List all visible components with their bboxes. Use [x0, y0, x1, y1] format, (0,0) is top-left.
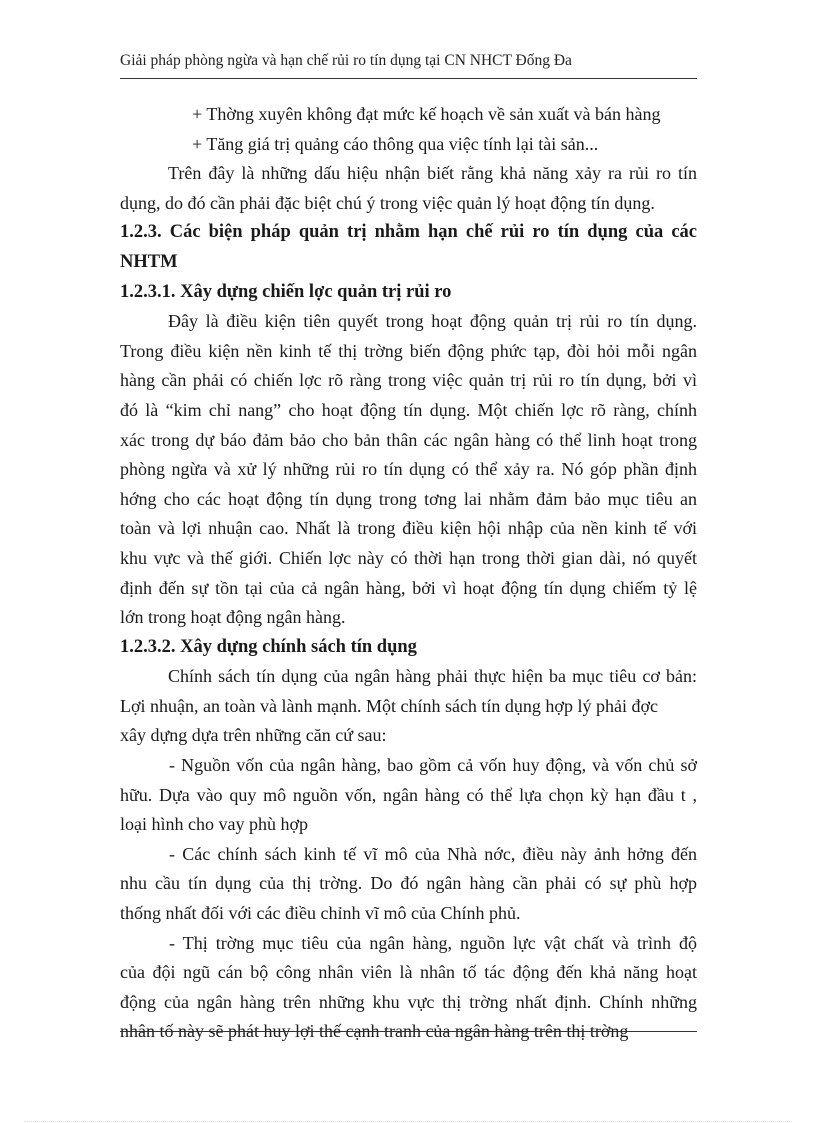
paragraph-line: khu vực và thế giới. Chiến lợc này có thời hạn trong thời gian dài, nó quyết — [120, 547, 697, 568]
paragraph-line: Đây là điều kiện tiên quyết trong hoạt động quản trị rủi ro tín dụng. — [168, 311, 697, 332]
paragraph-line: hớng cho các hoạt động tín dụng trong tơng lai nhằm đảm bảo mục tiêu an — [120, 488, 697, 509]
page-header-title: Giải pháp phòng ngừa và hạn chế rủi ro tín dụng tại CN NHCT Đống Đa — [120, 52, 572, 69]
paragraph-line: định đến sự tồn tại của cả ngân hàng, bởi vì hoạt động tín dụng chiếm tỷ lệ — [120, 577, 697, 598]
section-heading-1-2-3-cont: NHTM — [120, 251, 178, 272]
page-edge-dots — [24, 1121, 792, 1122]
list-item-line: - Các chính sách kinh tế vĩ mô của Nhà nớc, điều này ảnh hởng đến — [169, 843, 697, 864]
list-item-line: nhu cầu tín dụng của thị trờng. Do đó ngân hàng cần phải có sự phù hợp — [120, 873, 697, 894]
paragraph-line: Chính sách tín dụng của ngân hàng phải thực hiện ba mục tiêu cơ bản: — [168, 666, 697, 687]
paragraph-line: đó là “kim chỉ nang” cho hoạt động tín dụng. Một chiến lợc rõ ràng, chính — [120, 399, 697, 420]
list-item-line: của đội ngũ cán bộ công nhân viên là nhân tố tác động đến khả năng hoạt — [120, 962, 697, 983]
paragraph-line: xây dựng dựa trên những căn cứ sau: — [120, 725, 387, 746]
paragraph-line: phòng ngừa và xử lý những rủi ro tín dụng có thể xảy ra. Nó góp phần định — [120, 459, 697, 480]
section-heading-1-2-3: 1.2.3. Các biện pháp quản trị nhằm hạn chế rủi ro tín dụng của các — [120, 222, 697, 243]
paragraph-line: dụng, do đó cần phải đặc biệt chú ý trong việc quản lý hoạt động tín dụng. — [120, 192, 655, 213]
paragraph-line: xác trong dự báo đảm bảo cho bản thân các ngân hàng có thể linh hoạt trong — [120, 429, 697, 450]
paragraph-line: Trên đây là những dấu hiệu nhận biết rằng khả năng xảy ra rủi ro tín — [168, 163, 697, 184]
list-item-line: nhân tố này sẽ phát huy lợi thế cạnh tranh của ngân hàng trên thị trờng — [120, 1021, 629, 1042]
list-item-line: động của ngân hàng trên những khu vực thị trờng nhất định. Chính những — [120, 991, 697, 1012]
list-item-line: - Thị trờng mục tiêu của ngân hàng, nguồn lực vật chất và trình độ — [169, 932, 697, 953]
paragraph-line: toàn và lợi nhuận cao. Nhất là trong điều kiện hội nhập của nền kinh tế với — [120, 518, 697, 539]
paragraph-line: lớn trong hoạt động ngân hàng. — [120, 607, 346, 628]
list-item-line: hữu. Dựa vào quy mô nguồn vốn, ngân hàng có thể lựa chọn kỳ hạn đầu t , — [120, 784, 697, 805]
document-body — [120, 100, 697, 1047]
list-item-line: loại hình cho vay phù hợp — [120, 814, 308, 835]
subsection-heading-1-2-3-2: 1.2.3.2. Xây dựng chính sách tín dụng — [120, 636, 417, 657]
list-item-line: thống nhất đối với các điều chỉnh vĩ mô của Chính phủ. — [120, 903, 521, 924]
bullet-line: + Tăng giá trị quảng cáo thông qua việc tính lại tài sản... — [192, 133, 599, 154]
bullet-line: + Thờng xuyên không đạt mức kế hoạch về sản xuất và bán hàng — [192, 104, 661, 124]
paragraph-line: hàng cần phải có chiến lợc rõ ràng trong việc quản trị rủi ro tín dụng, bởi vì — [120, 370, 697, 391]
footer-rule — [120, 1031, 697, 1032]
subsection-heading-1-2-3-1: 1.2.3.1. Xây dựng chiến lợc quản trị rủi ro — [120, 281, 452, 302]
list-item-line: - Nguồn vốn của ngân hàng, bao gồm cả vốn huy động, và vốn chủ sở — [169, 755, 697, 776]
paragraph-line: Lợi nhuận, an toàn và lành mạnh. Một chính sách tín dụng hợp lý phải đợc — [120, 695, 658, 716]
header-rule — [120, 78, 697, 79]
paragraph-line: Trong điều kiện nền kinh tế thị trờng biến động phức tạp, đòi hỏi mỗi ngân — [120, 340, 697, 361]
